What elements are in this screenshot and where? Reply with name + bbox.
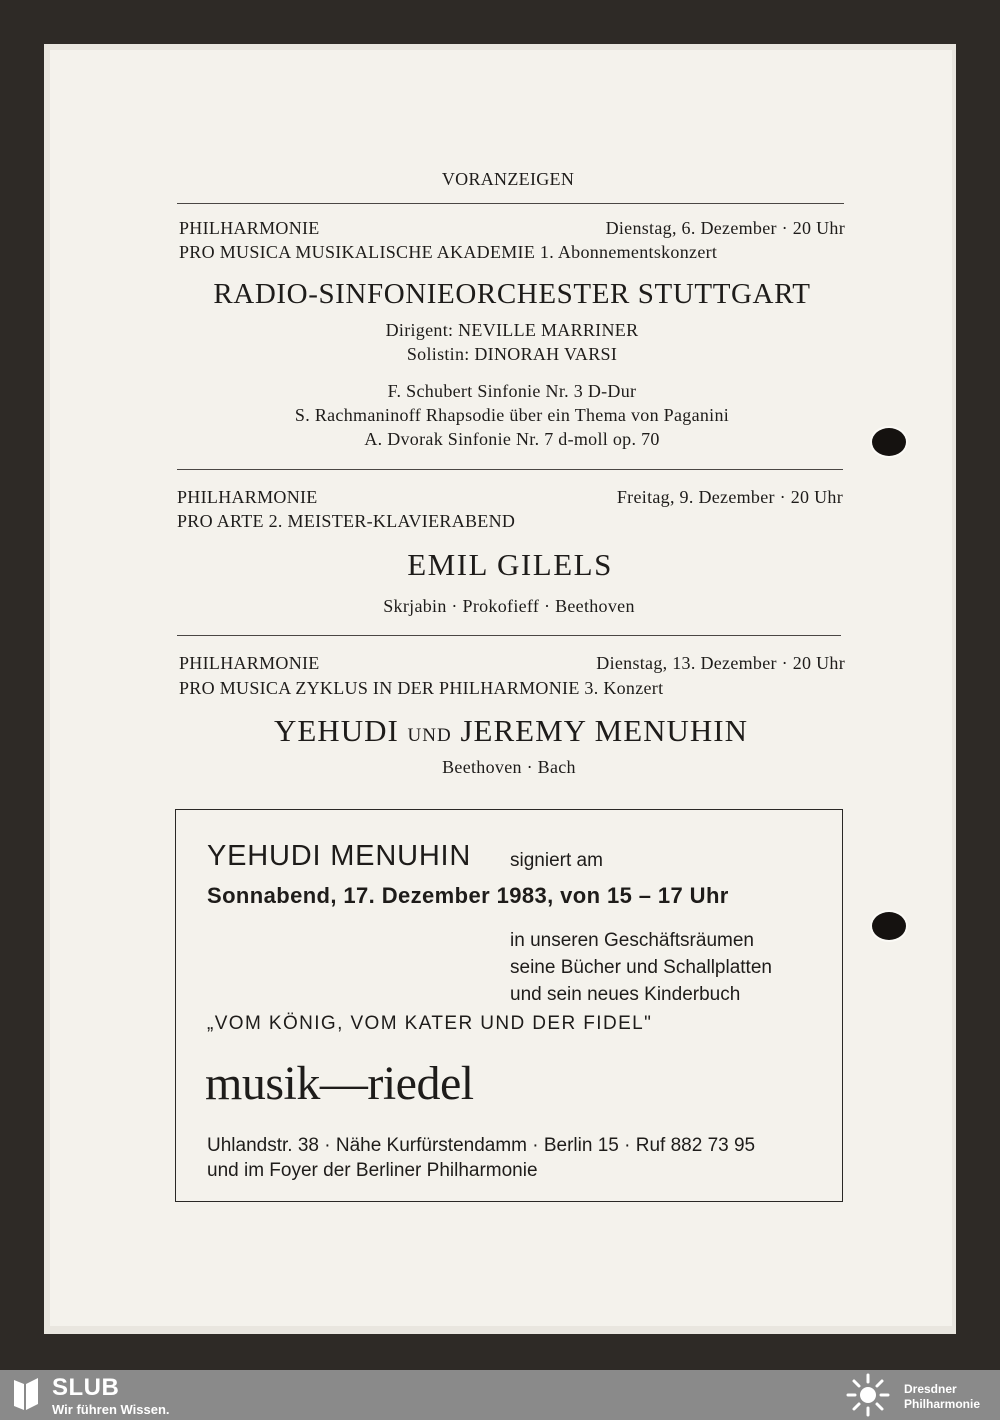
concert-1-series: PRO MUSICA MUSIKALISCHE AKADEMIE 1. Abonnementskonzert bbox=[179, 242, 718, 262]
concert-1-soloist: Solistin: DINORAH VARSI bbox=[406, 344, 618, 364]
concert-2-performer: EMIL GILELS bbox=[407, 547, 613, 582]
divider bbox=[177, 635, 841, 636]
concert-1-performer: RADIO-SINFONIEORCHESTER STUTTGART bbox=[213, 278, 811, 310]
concert-1-conductor: Dirigent: NEVILLE MARRINER bbox=[385, 320, 639, 340]
ad-detail-2: seine Bücher und Schallplatten bbox=[510, 957, 772, 978]
ad-datetime: Sonnabend, 17. Dezember 1983, von 15 – 17 Uhr bbox=[207, 883, 729, 908]
ad-book-title: „VOM KÖNIG, VOM KATER UND DER FIDEL" bbox=[207, 1013, 653, 1034]
concert-3-date: Dienstag, 13. Dezember · 20 Uhr bbox=[596, 653, 845, 673]
performer-first: YEHUDI bbox=[273, 713, 399, 748]
concert-1-venue: PHILHARMONIE bbox=[179, 218, 320, 238]
punch-hole-lower bbox=[872, 912, 906, 940]
slub-tagline: Wir führen Wissen. bbox=[52, 1402, 170, 1417]
divider bbox=[177, 203, 844, 204]
concert-2-venue: PHILHARMONIE bbox=[177, 487, 318, 507]
concert-1-program-2: S. Rachmaninoff Rhapsodie über ein Thema von Paganini bbox=[294, 405, 730, 425]
concert-2-series: PRO ARTE 2. MEISTER-KLAVIERABEND bbox=[177, 511, 516, 531]
concert-2-program: Skrjabin · Prokofieff · Beethoven bbox=[383, 596, 635, 616]
section-heading: VORANZEIGEN bbox=[441, 169, 575, 189]
concert-3-program: Beethoven · Bach bbox=[442, 757, 576, 777]
slub-book-icon bbox=[12, 1376, 40, 1412]
footer-bar bbox=[0, 1370, 1000, 1420]
concert-3-series: PRO MUSICA ZYKLUS IN DER PHILHARMONIE 3. Konzert bbox=[179, 678, 664, 698]
slub-title: SLUB bbox=[52, 1374, 120, 1401]
philharmonie-sun-logo-icon bbox=[842, 1372, 894, 1418]
concert-2-date: Freitag, 9. Dezember · 20 Uhr bbox=[616, 487, 843, 507]
performer-second: JEREMY MENUHIN bbox=[460, 713, 749, 748]
ad-foyer: und im Foyer der Berliner Philharmonie bbox=[207, 1160, 538, 1181]
philharmonie-line-1: Dresdner bbox=[904, 1382, 957, 1396]
concert-3-performer bbox=[0, 713, 1000, 749]
concert-1-program-1: F. Schubert Sinfonie Nr. 3 D-Dur bbox=[387, 381, 637, 401]
philharmonie-line-2: Philharmonie bbox=[904, 1397, 981, 1411]
riedel-logo: musik—riedel bbox=[205, 1057, 474, 1110]
concert-3-venue: PHILHARMONIE bbox=[179, 653, 320, 673]
concert-1-date: Dienstag, 6. Dezember · 20 Uhr bbox=[605, 218, 845, 238]
ad-signs: signiert am bbox=[510, 850, 603, 871]
ad-address: Uhlandstr. 38 · Nähe Kurfürstendamm · Berlin 15 · Ruf 882 73 95 bbox=[207, 1135, 756, 1156]
divider bbox=[177, 469, 843, 470]
ad-detail-1: in unseren Geschäftsräumen bbox=[510, 930, 754, 951]
ad-name: YEHUDI MENUHIN bbox=[207, 840, 472, 872]
concert-1-program-3: A. Dvorak Sinfonie Nr. 7 d-moll op. 70 bbox=[364, 429, 660, 449]
performer-und: UND bbox=[407, 725, 452, 746]
ad-detail-3: und sein neues Kinderbuch bbox=[510, 984, 741, 1005]
